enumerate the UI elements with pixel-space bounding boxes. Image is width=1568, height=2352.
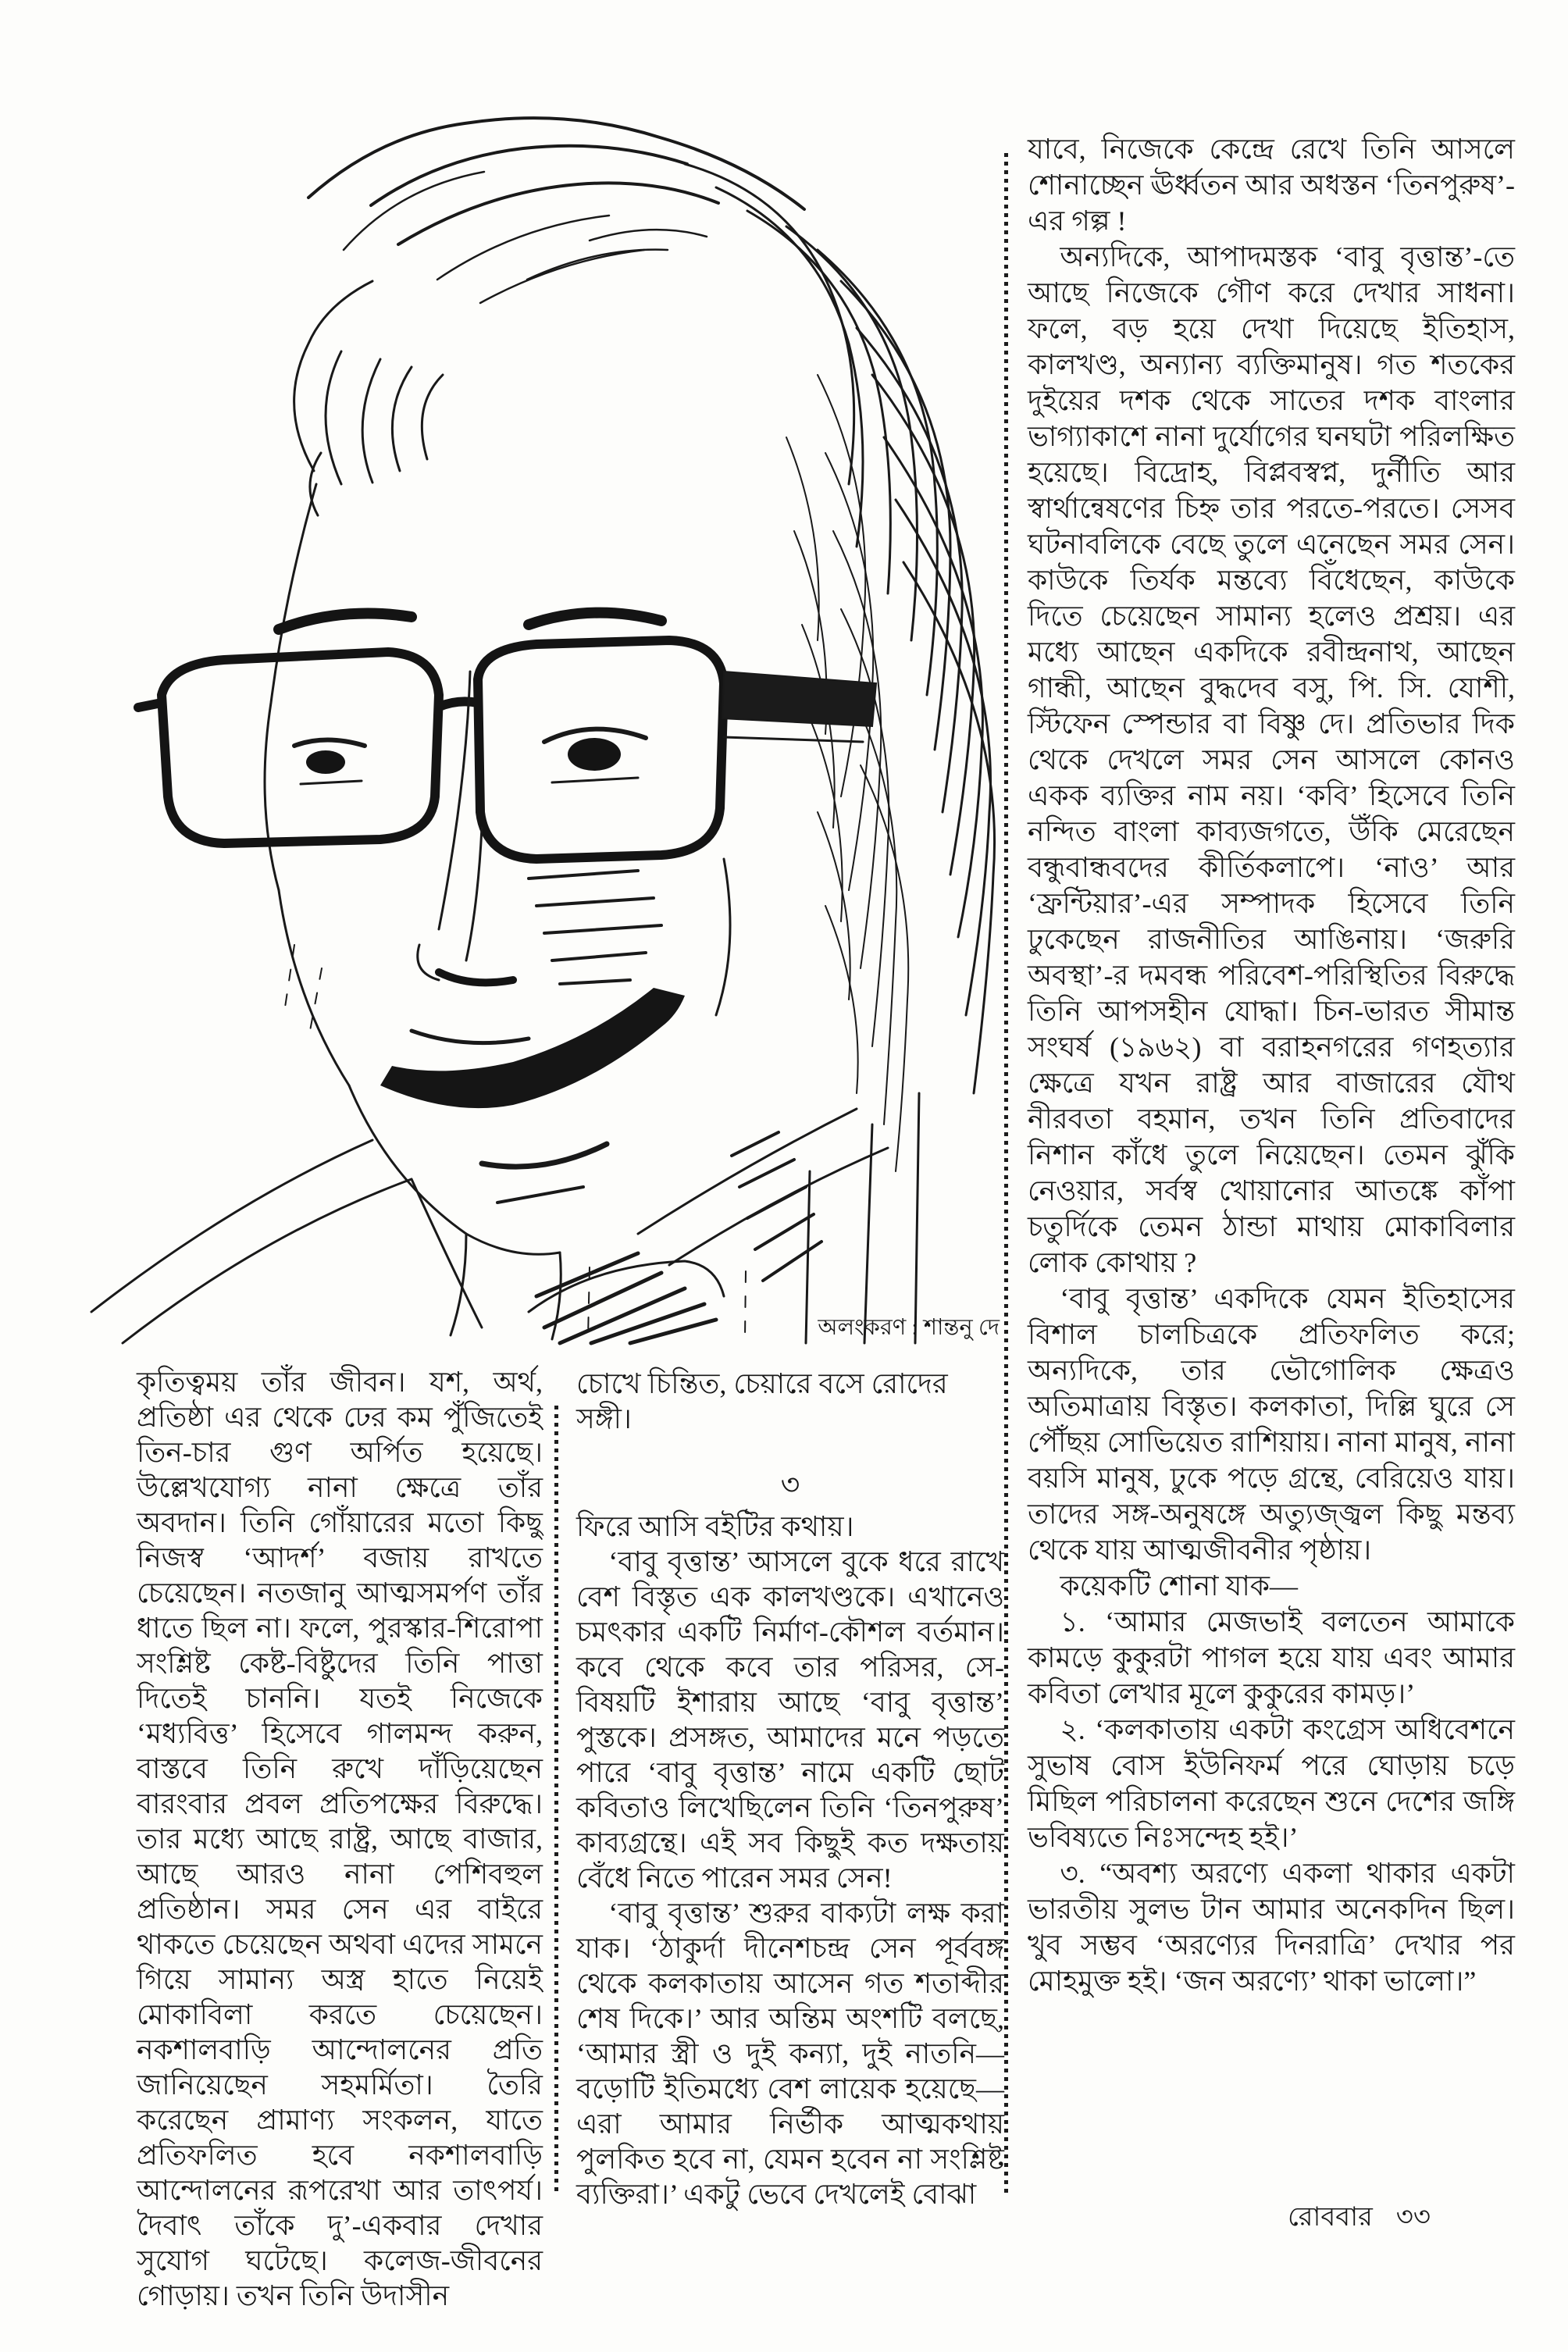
magazine-name: রোববার: [1288, 2203, 1373, 2232]
page-footer: [1134, 2202, 1431, 2233]
article-column-middle: [576, 1367, 1004, 2212]
section-number: ৩: [780, 1469, 800, 1502]
paragraph: ‘বাবু বৃত্তান্ত’ আসলে বুকে ধরে রাখে বেশ বিস্তৃত এক কালখণ্ডকে। এখানেও চমৎকার একটি নির্মাণ-কৌশল বর্তমান। কবে থেকে কবে তার পরিসর, সে-বিষয়টি ইশারায় আছে ‘বাবু বৃত্তান্ত’ পুস্তকে। প্রসঙ্গত, আমাদের মনে পড়তে পারে ‘বাবু বৃত্তান্ত’ নামে একটি ছোট কবিতাও লিখেছিলেন তিনি ‘তিনপুরুষ’ কাব্যগ্রন্থে। এই সব কিছুই কত দক্ষতায় বেঁধে নিতে পারেন সমর সেন!: [576, 1546, 1004, 1894]
paragraph: যাবে, নিজেকে কেন্দ্রে রেখে তিনি আসলে শোনাচ্ছেন ঊর্ধ্বতন আর অধস্তন ‘তিনপুরুষ’-এর গল্প !: [1028, 134, 1515, 237]
illustration-credit: অলংকরণ : শান্তনু দে: [818, 1315, 1000, 1340]
portrait-illustration: [43, 45, 1003, 1345]
paragraph: ফিরে আসি বইটির কথায়।: [576, 1511, 854, 1542]
paragraph: ‘বাবু বৃত্তান্ত’ শুরুর বাক্যটা লক্ষ করা যাক। ‘ঠাকুর্দা দীনেশচন্দ্র সেন পূর্ববঙ্গ থেকে কলকাতায় আসেন গত শতাব্দীর শেষ দিকে।’ আর অন্তিম অংশটি বলছে, ‘আমার স্ত্রী ও দুই কন্যা, দুই নাতনি—বড়োটি ইতিমধ্যে বেশ লায়েক হয়েছে—এরা আমার নির্ভীক আত্মকথায় পুলকিত হবে না, যেমন হবেন না সংশ্লিষ্ট ব্যক্তিরা।’ একটু ভেবে দেখলেই বোঝা: [576, 1898, 1004, 2210]
column-divider: [554, 1406, 558, 2191]
page-number: ৩৩: [1395, 2203, 1431, 2232]
column-divider: [1004, 153, 1008, 2193]
paragraph: অন্যদিকে, আপাদমস্তক ‘বাবু বৃত্তান্ত’-তে আছে নিজেকে গৌণ করে দেখার সাধনা। ফলে, বড় হয়ে দেখা দিয়েছে ইতিহাস, কালখণ্ড, অন্যান্য ব্যক্তিমানুষ। গত শতকের দুইয়ের দশক থেকে সাতের দশক বাংলার ভাগ্যাকাশে নানা দুর্যোগের ঘনঘটা পরিলক্ষিত হয়েছে। বিদ্রোহ, বিপ্লবস্বপ্ন, দুর্নীতি আর স্বার্থান্বেষণের চিহ্ন তার পরতে-পরতে। সেসব ঘটনাবলিকে বেছে তুলে এনেছেন সমর সেন। কাউকে তির্যক মন্তব্যে বিঁধেছেন, কাউকে দিতে চেয়েছেন সামান্য হলেও প্রশ্রয়। এর মধ্যে আছেন একদিকে রবীন্দ্রনাথ, আছেন গান্ধী, আছেন বুদ্ধদেব বসু, পি. সি. যোশী, স্টিফেন স্পেন্ডার বা বিষ্ণু দে। প্রতিভার দিক থেকে দেখলে সমর সেন আসলে কোনও একক ব্যক্তির নাম নয়। ‘কবি’ হিসেবে তিনি নন্দিত বাংলা কাব্যজগতে, উঁকি মেরেছেন বন্ধুবান্ধবদের কীর্তিকলাপে। ‘নাও’ আর ‘ফ্রন্টিয়ার’-এর সম্পাদক হিসেবে তিনি ঢুকেছেন রাজনীতির আঙিনায়। ‘জরুরি অবস্থা’-র দমবন্ধ পরিবেশ-পরিস্থিতির বিরুদ্ধে তিনি আপসহীন যোদ্ধা। চিন-ভারত সীমান্ত সংঘর্ষ (১৯৬২) বা বরাহনগরের গণহত্যার ক্ষেত্রে যখন রাষ্ট্র আর বাজারের যৌথ নীরবতা বহমান, তখন তিনি প্রতিবাদের নিশান কাঁধে তুলে নিয়েছেন। তেমন ঝুঁকি নেওয়ার, সর্বস্ব খোয়ানোর আতঙ্কে কাঁপা চতুর্দিকে তেমন ঠান্ডা মাথায় মোকাবিলার লোক কোথায় ?: [1028, 241, 1515, 1278]
article-text: [576, 1509, 1004, 2212]
paragraph: ২. ‘কলকাতায় একটা কংগ্রেস অধিবেশনে সুভাষ বোস ইউনিফর্ম পরে ঘোড়ায় চড়ে মিছিল পরিচালনা করেছেন শুনে দেশের জঙ্গি ভবিষ্যতে নিঃসন্দেহ হই।’: [1028, 1714, 1515, 1853]
paragraph: কৃতিত্বময় তাঁর জীবন। যশ, অর্থ, প্রতিষ্ঠা এর থেকে ঢের কম পুঁজিতেই তিন-চার গুণ অর্পিত হয়েছে। উল্লেখযোগ্য নানা ক্ষেত্রে তাঁর অবদান। তিনি গোঁয়ারের মতো কিছু নিজস্ব ‘আদর্শ’ বজায় রাখতে চেয়েছেন। নতজানু আত্মসমর্পণ তাঁর ধাতে ছিল না। ফলে, পুরস্কার-শিরোপা সংশ্লিষ্ট কেষ্ট-বিষ্টুদের তিনি পাত্তা দিতেই চাননি। যতই নিজেকে ‘মধ্যবিত্ত’ হিসেবে গালমন্দ করুন, বাস্তবে তিনি রুখে দাঁড়িয়েছেন বারংবার প্রবল প্রতিপক্ষের বিরুদ্ধে। তার মধ্যে আছে রাষ্ট্র, আছে বাজার, আছে আরও নানা পেশিবহুল প্রতিষ্ঠান। সমর সেন এর বাইরে থাকতে চেয়েছেন অথবা এদের সামনে গিয়ে সামান্য অস্ত্র হাতে নিয়েই মোকাবিলা করতে চেয়েছেন। নকশালবাড়ি আন্দোলনের প্রতি জানিয়েছেন সহমর্মিতা। তৈরি করেছেন প্রামাণ্য সংকলন, যাতে প্রতিফলিত হবে নকশালবাড়ি আন্দোলনের রূপরেখা আর তাৎপর্য। দৈবাৎ তাঁকে দু’-একবার দেখার সুযোগ ঘটেছে। কলেজ-জীবনের গোড়ায়। তখন তিনি উদাসীন: [137, 1367, 543, 2311]
image-caption-line: চোখে চিন্তিত, চেয়ারে বসে রোদের সঙ্গী।: [576, 1368, 948, 1434]
article-column-right: [1028, 131, 1515, 1999]
article-column-left: [137, 1365, 543, 2314]
paragraph: ১. ‘আমার মেজভাই বলতেন আমাকে কামড়ে কুকুরটা পাগল হয়ে যায় এবং আমার কবিতা লেখার মূলে কুকুরের কামড়।’: [1028, 1606, 1515, 1709]
paragraph: ‘বাবু বৃত্তান্ত’ একদিকে যেমন ইতিহাসের বিশাল চালচিত্রকে প্রতিফলিত করে; অন্যদিকে, তার ভৌগোলিক ক্ষেত্রও অতিমাত্রায় বিস্তৃত। কলকাতা, দিল্লি ঘুরে সে পৌঁছয় সোভিয়েত রাশিয়ায়। নানা মানুষ, নানা বয়সি মানুষ, ঢুকে পড়ে গ্রন্থে, বেরিয়েও যায়। তাদের সঙ্গ-অনুষঙ্গে অত্যুজ্জ্বল কিছু মন্তব্য থেকে যায় আত্মজীবনীর পৃষ্ঠায়।: [1028, 1283, 1515, 1566]
paragraph: কয়েকটি শোনা যাক—: [1060, 1570, 1298, 1602]
paragraph: ৩. “অবশ্য অরণ্যে একলা থাকার একটা ভারতীয় সুলভ টান আমার অনেকদিন ছিল। খুব সম্ভব ‘অরণ্যের দিনরাত্রি’ দেখার পর মোহমুক্ত হই। ‘জন অরণ্যে’ থাকা ভালো।”: [1028, 1858, 1515, 1997]
